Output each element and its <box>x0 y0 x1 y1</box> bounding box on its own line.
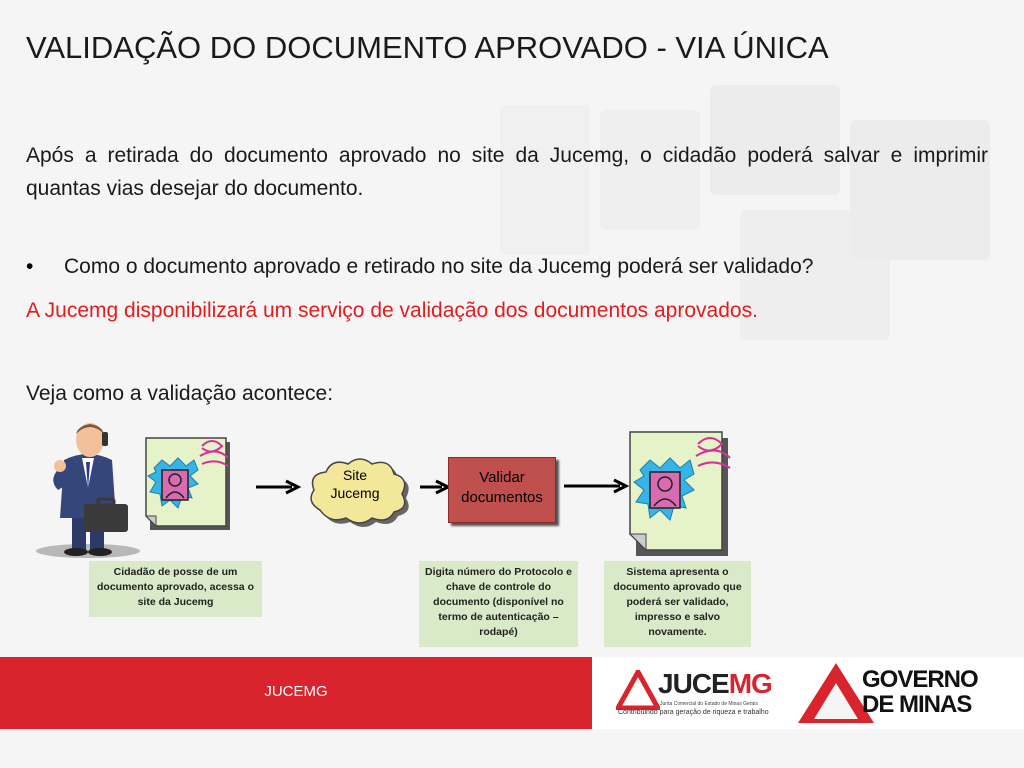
cloud-label-line2: Jucemg <box>330 485 380 501</box>
jucemg-subtitle: Junta Comercial do Estado de Minas Gerais <box>660 701 758 707</box>
jucemg-logo <box>612 664 782 724</box>
bullet-question: Como o documento aprovado e retirado no site da Jucemg poderá ser validado? <box>64 255 814 278</box>
gov-line2: DE MINAS <box>862 691 972 718</box>
footer-label: JUCEMG <box>264 683 328 700</box>
caption-protocol: Digita número do Protocolo e chave de controle do documento (disponível no termo de autenticação – rodapé) <box>419 561 578 647</box>
validar-label-line1: Validar <box>479 469 525 486</box>
caption-system: Sistema apresenta o documento aprovado que poderá ser validado, impresso e salvo novamente. <box>604 561 751 647</box>
jucemg-tagline: Contribuindo para geração de riqueza e trabalho <box>618 709 769 716</box>
jucemg-wordmark-mg: MG <box>728 668 772 699</box>
caption-citizen: Cidadão de posse de um documento aprovado, acessa o site da Jucemg <box>89 561 262 617</box>
validated-document-illustration <box>626 430 742 562</box>
footer-bottom-strip <box>0 729 1024 768</box>
governo-de-minas-logo <box>796 657 986 729</box>
document-illustration <box>142 436 242 536</box>
intro-paragraph: Após a retirada do documento aprovado no site da Jucemg, o cidadão poderá salvar e imprimir quantas vias desejar do documento. <box>26 144 988 200</box>
businessman-illustration <box>28 418 148 560</box>
bullet-marker: • <box>26 255 34 278</box>
answer-text: A Jucemg disponibilizará um serviço de validação dos documentos aprovados. <box>26 299 758 322</box>
site-jucemg-cloud <box>302 452 414 532</box>
lead-text: Veja como a validação acontece: <box>26 382 334 405</box>
gov-line1: GOVERNO <box>862 666 978 693</box>
flow-arrow <box>418 479 452 495</box>
page-title: VALIDAÇÃO DO DOCUMENTO APROVADO - VIA ÚNICA <box>26 30 829 65</box>
validar-documentos-box <box>448 457 556 523</box>
flow-arrow <box>254 479 302 495</box>
validar-label-line2: documentos <box>461 489 543 506</box>
cloud-label-line1: Site <box>342 467 368 483</box>
jucemg-wordmark: JUCE <box>658 668 729 699</box>
jucemg-triangle-icon <box>616 670 660 710</box>
flow-arrow <box>562 478 630 494</box>
